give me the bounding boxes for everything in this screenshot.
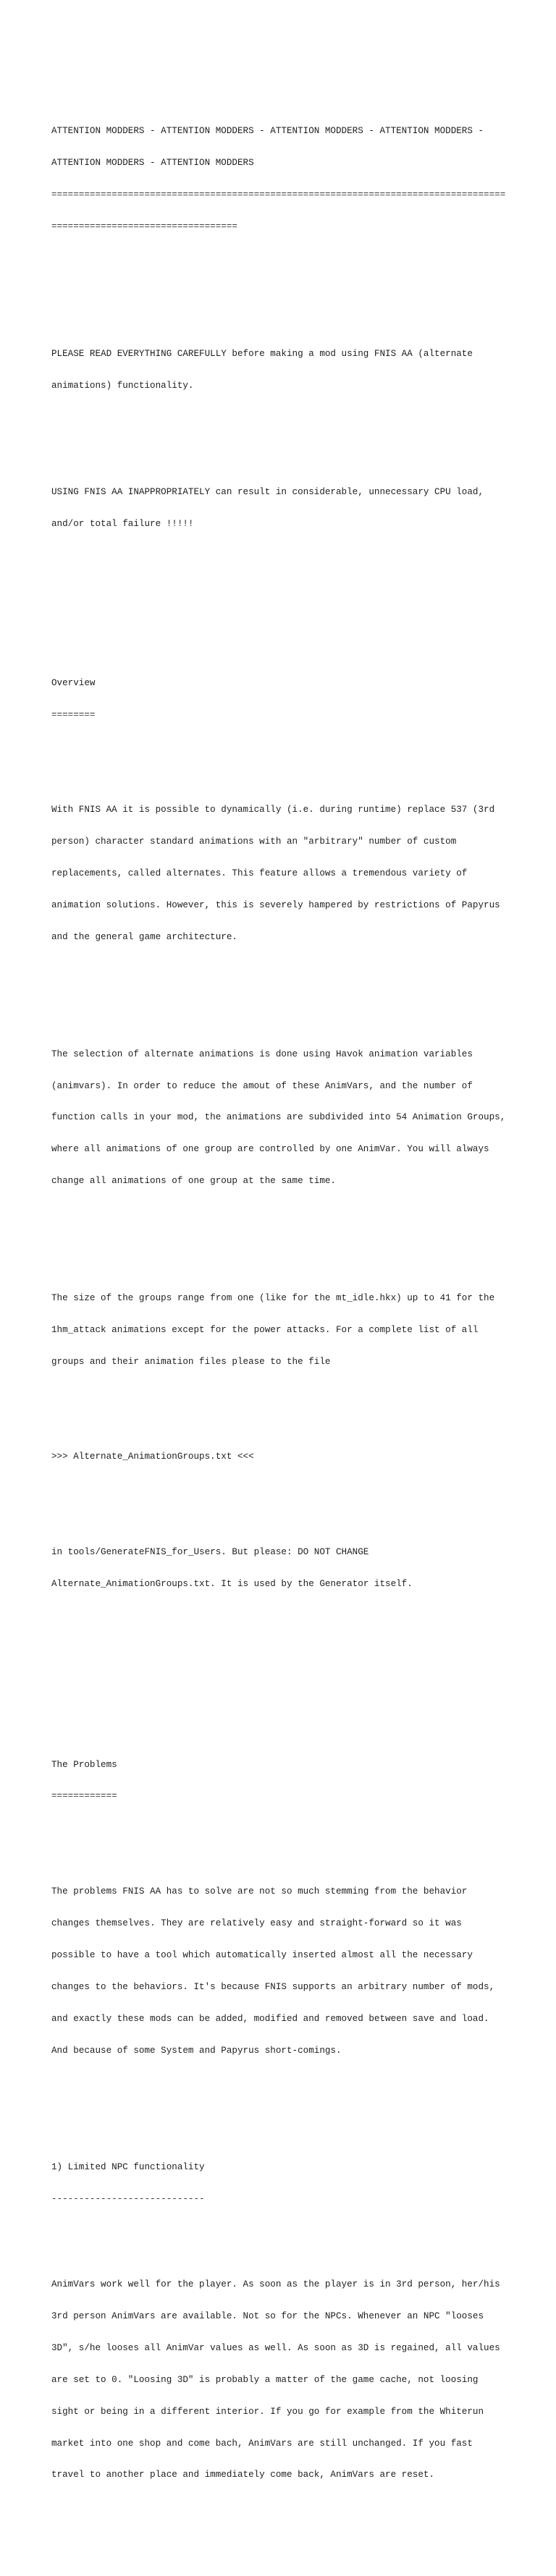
attention-rule: ================================== bbox=[51, 221, 505, 232]
document-text bbox=[51, 63, 505, 2576]
subsection-heading-underline: ---------------------------- bbox=[51, 2194, 505, 2205]
blank-line bbox=[51, 433, 505, 444]
problems-paragraph bbox=[51, 1865, 505, 2077]
blank-line bbox=[51, 742, 505, 753]
subsection-paragraph bbox=[51, 2258, 505, 2501]
blank-line bbox=[51, 1483, 505, 1494]
intro-paragraph-warning bbox=[51, 465, 505, 550]
blank-line bbox=[51, 986, 505, 996]
blank-line bbox=[51, 1823, 505, 1834]
blank-line bbox=[51, 2226, 505, 2237]
paragraph-line: replacements, called alternates. This feature allows a tremendous variety of bbox=[51, 868, 505, 879]
blank-line bbox=[51, 1685, 505, 1696]
blank-line bbox=[51, 603, 505, 614]
paragraph-line: AnimVars work well for the player. As soon as the player is in 3rd person, her/his bbox=[51, 2279, 505, 2290]
paragraph-line: possible to have a tool which automatically inserted almost all the necessary bbox=[51, 1950, 505, 1961]
overview-paragraph bbox=[51, 784, 505, 964]
paragraph-line: sight or being in a different interior. If you go for example from the Whiterun bbox=[51, 2407, 505, 2418]
section-heading-overview: Overview bbox=[51, 678, 505, 689]
paragraph-line: animation solutions. However, this is severely hampered by restrictions of Papyrus bbox=[51, 900, 505, 911]
paragraph-line: USING FNIS AA INAPPROPRIATELY can result in considerable, unnecessary CPU load, bbox=[51, 487, 505, 498]
subsection-heading: 1) Limited NPC functionality bbox=[51, 2162, 505, 2173]
paragraph-line: market into one shop and come bach, AnimVars are still unchanged. If you fast bbox=[51, 2439, 505, 2449]
paragraph-line: And because of some System and Papyrus short-comings. bbox=[51, 2046, 505, 2056]
overview-paragraph bbox=[51, 1526, 505, 1611]
blank-line bbox=[51, 1653, 505, 1664]
blank-line bbox=[51, 2099, 505, 2110]
blank-line bbox=[51, 572, 505, 582]
paragraph-line: travel to another place and immediately come back, AnimVars are reset. bbox=[51, 2470, 505, 2480]
paragraph-line: 3rd person AnimVars are available. Not so for the NPCs. Whenever an NPC "looses bbox=[51, 2311, 505, 2322]
paragraph-line: PLEASE READ EVERYTHING CAREFULLY before making a mod using FNIS AA (alternate bbox=[51, 349, 505, 360]
blank-line bbox=[51, 1410, 505, 1420]
subsection-limited-npc bbox=[51, 2141, 505, 2523]
file-reference: >>> Alternate_AnimationGroups.txt <<< bbox=[51, 1452, 505, 1462]
blank-line bbox=[51, 1229, 505, 1240]
overview-paragraph bbox=[51, 1028, 505, 1208]
overview-paragraph bbox=[51, 1271, 505, 1388]
paragraph-line: are set to 0. "Loosing 3D" is probably a matter of the game cache, not loosing bbox=[51, 2375, 505, 2386]
problems-section bbox=[51, 1738, 505, 2544]
attention-line: ATTENTION MODDERS - ATTENTION MODDERS bbox=[51, 158, 505, 169]
paragraph-line: changes themselves. They are relatively easy and straight-forward so it was bbox=[51, 1918, 505, 1929]
paragraph-line: animations) functionality. bbox=[51, 381, 505, 391]
paragraph-line: The selection of alternate animations is done using Havok animation variables bbox=[51, 1049, 505, 1060]
paragraph-line: and exactly these mods can be added, modified and removed between save and load. bbox=[51, 2014, 505, 2025]
attention-line: ATTENTION MODDERS - ATTENTION MODDERS - ATTENTION MODDERS - ATTENTION MODDERS - bbox=[51, 126, 505, 137]
paragraph-line: The problems FNIS AA has to solve are not so much stemming from the behavior bbox=[51, 1886, 505, 1897]
section-heading-problems: The Problems bbox=[51, 1760, 505, 1771]
paragraph-line: Alternate_AnimationGroups.txt. It is used by the Generator itself. bbox=[51, 1579, 505, 1590]
paragraph-line: where all animations of one group are controlled by one AnimVar. You will always bbox=[51, 1144, 505, 1155]
paragraph-line: groups and their animation files please to the file bbox=[51, 1357, 505, 1368]
paragraph-line: in tools/GenerateFNIS_for_Users. But please: DO NOT CHANGE bbox=[51, 1547, 505, 1558]
document-page bbox=[0, 0, 556, 741]
overview-section bbox=[51, 656, 505, 1632]
paragraph-line: function calls in your mod, the animations are subdivided into 54 Animation Groups, bbox=[51, 1112, 505, 1123]
paragraph-line: person) character standard animations with an "arbitrary" number of custom bbox=[51, 836, 505, 847]
paragraph-line: changes to the behaviors. It's because FNIS supports an arbitrary number of mods, bbox=[51, 1982, 505, 1993]
attention-rule: =================================================================================== bbox=[51, 190, 505, 200]
blank-line bbox=[51, 275, 505, 286]
paragraph-line: and/or total failure !!!!! bbox=[51, 519, 505, 530]
attention-banner bbox=[51, 105, 505, 253]
intro-paragraph-read-carefully bbox=[51, 328, 505, 412]
paragraph-line: and the general game architecture. bbox=[51, 932, 505, 943]
paragraph-line: (animvars). In order to reduce the amout of these AnimVars, and the number of bbox=[51, 1081, 505, 1092]
section-heading-underline: ======== bbox=[51, 710, 505, 721]
paragraph-line: change all animations of one group at the same time. bbox=[51, 1176, 505, 1187]
paragraph-line: 1hm_attack animations except for the power attacks. For a complete list of all bbox=[51, 1325, 505, 1336]
section-heading-underline: ============ bbox=[51, 1791, 505, 1802]
paragraph-line: The size of the groups range from one (like for the mt_idle.hkx) up to 41 for the bbox=[51, 1293, 505, 1304]
paragraph-line: With FNIS AA it is possible to dynamically (i.e. during runtime) replace 537 (3rd bbox=[51, 805, 505, 815]
paragraph-line: 3D", s/he looses all AnimVar values as well. As soon as 3D is regained, all values bbox=[51, 2343, 505, 2354]
